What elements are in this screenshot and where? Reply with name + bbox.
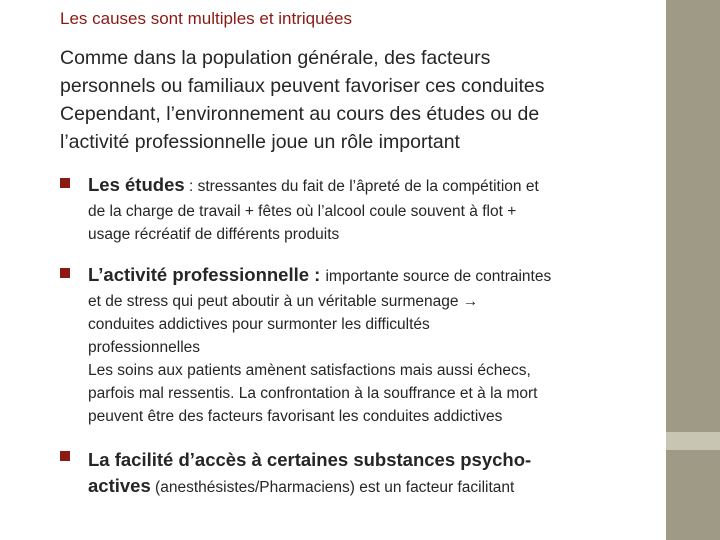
bullet-heading: Les études	[88, 174, 185, 195]
bullet-etudes	[60, 172, 650, 246]
decorative-sidebar-accent	[666, 432, 720, 450]
square-bullet-icon	[60, 268, 70, 278]
bullet-lead	[88, 172, 650, 200]
bullet-text	[88, 172, 650, 246]
bullet-line: professionnelles	[88, 339, 201, 356]
bullet-line: parfois mal ressentis. La confrontation à la souffrance et à la mort	[88, 385, 538, 402]
square-bullet-icon	[60, 178, 70, 188]
bullet-line: Les soins aux patients amènent satisfactions mais aussi échecs,	[88, 362, 531, 379]
bullet-line: et de stress qui peut aboutir à un véritable surmenage →	[88, 293, 479, 310]
intro-line: Comme dans la population générale, des facteurs	[60, 47, 491, 69]
bullet-lead-text: : stressantes du fait de l’âpreté de la compétition et	[184, 178, 539, 195]
bullet-lead-text: importante source de contraintes	[325, 268, 552, 285]
bullet-lead	[88, 473, 650, 501]
bullet-line: peuvent être des facteurs favorisant les conduites addictives	[88, 408, 503, 425]
bullet-facilite-acces	[60, 447, 650, 501]
bullet-line: de la charge de travail + fêtes où l’alcool coule souvent à flot +	[88, 203, 517, 220]
bullet-line: usage récréatif de différents produits	[88, 226, 340, 243]
slide-title: Les causes sont multiples et intriquées	[60, 9, 352, 28]
bullet-line: conduites addictives pour surmonter les difficultés	[88, 316, 430, 333]
intro-paragraph	[60, 44, 650, 156]
bullet-text	[88, 447, 650, 501]
bullet-heading-continued: actives	[88, 475, 151, 496]
bullet-lead	[88, 262, 650, 290]
bullet-text	[88, 262, 650, 428]
intro-line: l’activité professionnelle joue un rôle important	[60, 131, 460, 153]
decorative-sidebar	[666, 0, 720, 540]
bullet-heading: L’activité professionnelle :	[88, 264, 326, 285]
square-bullet-icon	[60, 451, 70, 461]
bullet-heading: La facilité d’accès à certaines substances psycho-	[88, 449, 532, 470]
intro-line: personnels ou familiaux peuvent favoriser ces conduites	[60, 75, 545, 97]
bullet-activite-professionnelle	[60, 262, 650, 428]
intro-line: Cependant, l’environnement au cours des études ou de	[60, 103, 540, 125]
bullet-lead-text: (anesthésistes/Pharmaciens) est un facteur facilitant	[150, 479, 515, 496]
